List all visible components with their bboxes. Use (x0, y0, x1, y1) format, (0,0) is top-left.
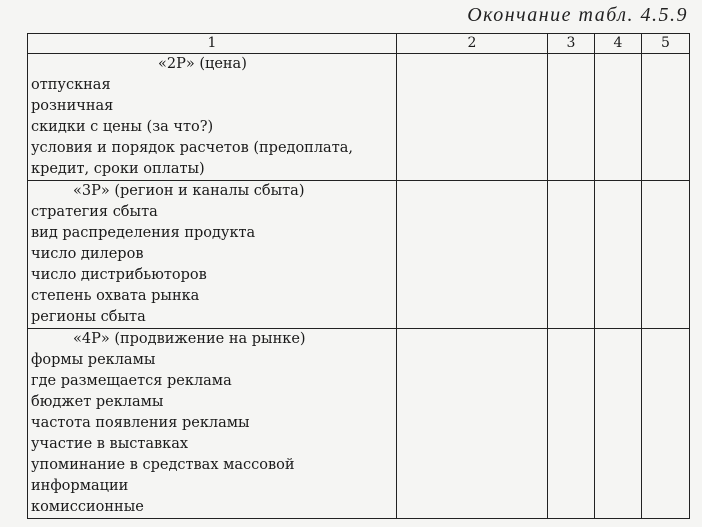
criterion-line: участие в выставках (31, 436, 189, 452)
table-caption: Окончание табл. 4.5.9 (467, 4, 688, 26)
section-row-4p (28, 329, 690, 519)
criterion-line: скидки с цены (за что?) (31, 119, 214, 135)
criterion-line: число дистрибьюторов (31, 267, 207, 283)
criterion-line: комиссионные (31, 499, 144, 515)
section-title-region: «3Р» (регион и каналы сбыта) (73, 183, 305, 199)
criterion-line: условия и порядок расчетов (предоплата, (31, 140, 353, 156)
empty-cell (642, 329, 690, 519)
section-row-2p (28, 54, 690, 181)
empty-cell (548, 181, 595, 329)
section-criteria-cell (28, 329, 397, 519)
criterion-line: информации (31, 478, 129, 494)
criterion-line: формы рекламы (31, 352, 156, 368)
section-criteria-cell (28, 181, 397, 329)
empty-cell (397, 181, 548, 329)
section-title-promotion: «4Р» (продвижение на рынке) (73, 331, 306, 347)
empty-cell (595, 181, 642, 329)
column-header-1: 1 (28, 34, 397, 54)
column-header-4: 4 (595, 34, 642, 54)
criterion-line: степень охвата рынка (31, 288, 200, 304)
empty-cell (548, 54, 595, 181)
section-title-price: «2Р» (цена) (158, 56, 247, 72)
criterion-line: упоминание в средствах массовой (31, 457, 295, 473)
criterion-line: число дилеров (31, 246, 144, 262)
empty-cell (642, 181, 690, 329)
column-header-3: 3 (548, 34, 595, 54)
header-row (28, 34, 690, 54)
empty-cell (397, 329, 548, 519)
criterion-line: вид распределения продукта (31, 225, 256, 241)
section-criteria-cell (28, 54, 397, 181)
section-row-3p (28, 181, 690, 329)
empty-cell (548, 329, 595, 519)
criterion-line: где размещается реклама (31, 373, 232, 389)
criterion-line: регионы сбыта (31, 309, 146, 325)
empty-cell (595, 54, 642, 181)
criterion-line: розничная (31, 98, 114, 114)
column-header-5: 5 (642, 34, 690, 54)
criterion-line: отпускная (31, 77, 111, 93)
empty-cell (642, 54, 690, 181)
criterion-line: бюджет рекламы (31, 394, 164, 410)
empty-cell (595, 329, 642, 519)
column-header-2: 2 (397, 34, 548, 54)
criterion-line: частота появления рекламы (31, 415, 250, 431)
marketing-table (27, 33, 690, 519)
empty-cell (397, 54, 548, 181)
criterion-line: стратегия сбыта (31, 204, 158, 220)
criterion-line: кредит, сроки оплаты) (31, 161, 205, 177)
